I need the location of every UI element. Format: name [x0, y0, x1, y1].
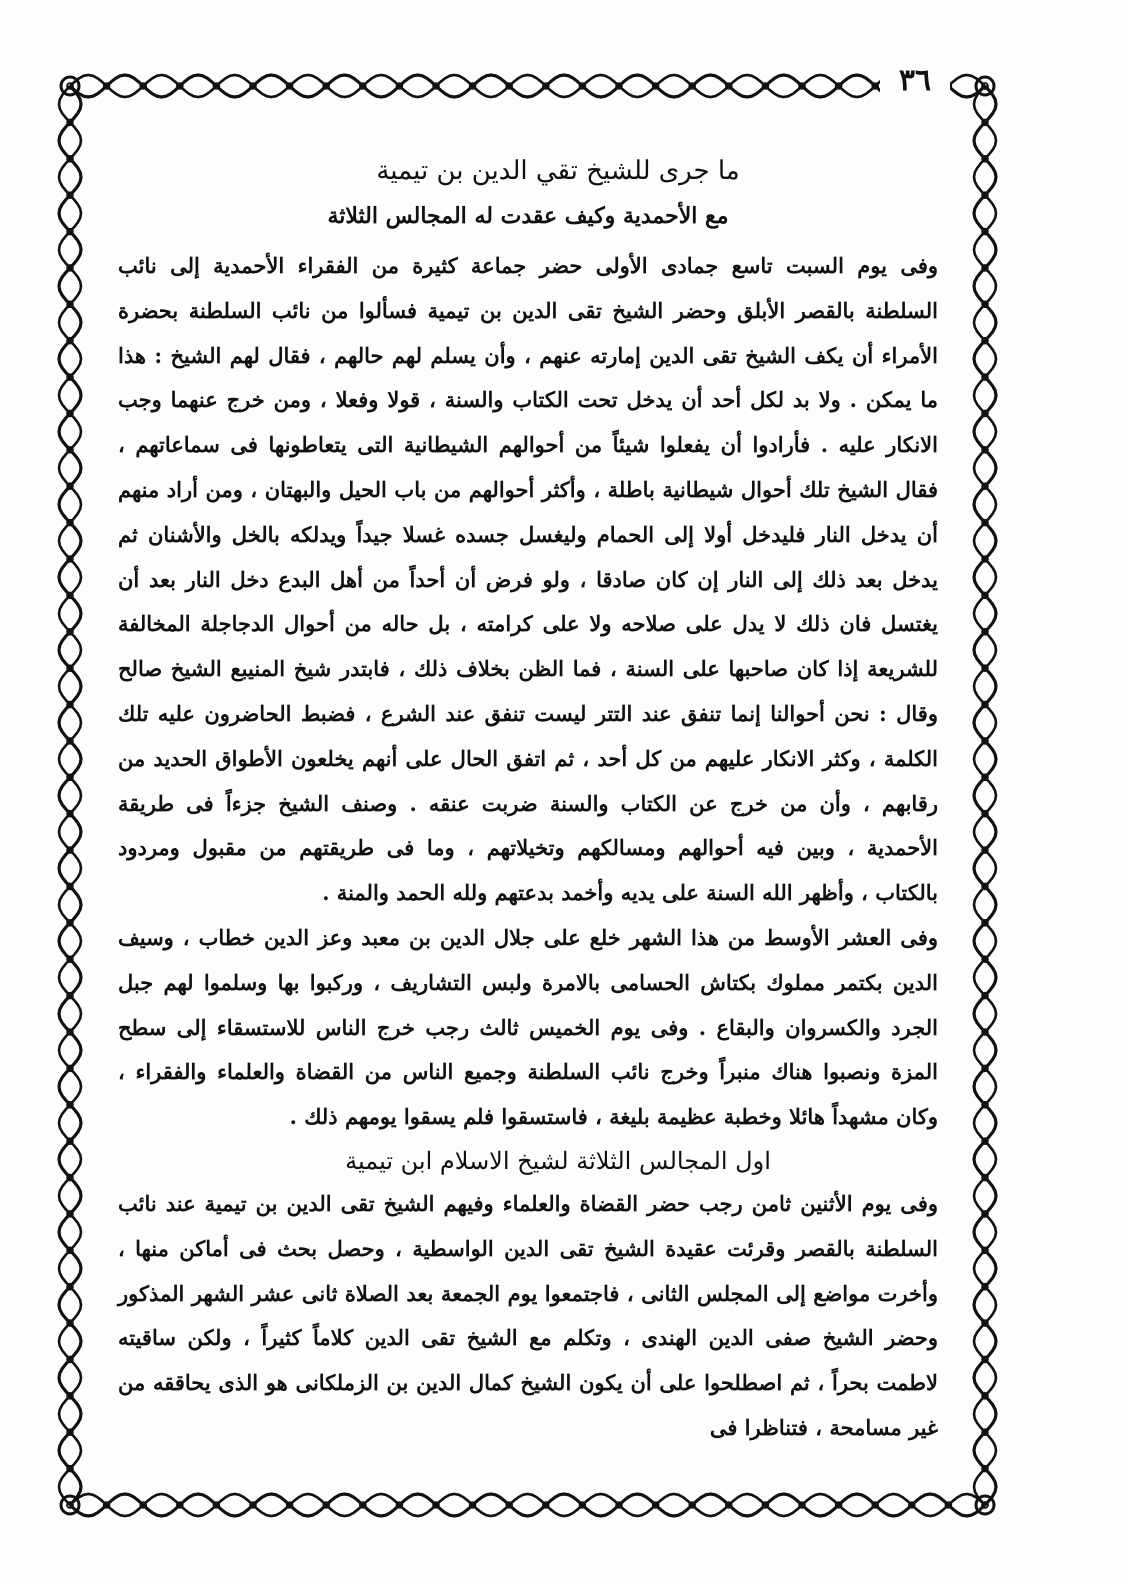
paragraph: وفى يوم الأثنين ثامن رجب حضر القضاة والعلماء وفيهم الشيخ تقى الدين بن تيمية عند نائب السلطنة بالقصر وقرئت عقيدة الشيخ تقى الدين الواسطية ، وحصل بحث فى أماكن منها ، وأخرت مواضع إلى المجلس الثانى ، فاجتمعوا يوم الجمعة بعد الصلاة ثانى عشر الشهر المذكور وحضر الشيخ صفى الدين الهندى ، وتكلم مع الشيخ تقى الدين كلاماً كثيراً ، ولكن ساقيته لاطمت بحراً ، ثم اصطلحوا على أن يكون الشيخ كمال الدين بن الزملكانى هو الذى يحاققه من غير مسامحة ، فتناظرا فى	[118, 1190, 938, 1440]
page-number: ٣٦	[880, 62, 950, 100]
section-heading: اول المجالس الثلاثة لشيخ الاسلام ابن تيمية	[345, 1146, 771, 1175]
chapter-subtitle: مع الأحمدية وكيف عقدت له المجالس الثلاثة	[327, 203, 729, 229]
chapter-title: ما جرى للشيخ تقي الدين بن تيمية	[376, 156, 740, 186]
paragraph: وفى العشر الأوسط من هذا الشهر خلع على جلال الدين بن معبد وعز الدين خطاب ، وسيف الدين بكتمر مملوك بكتاش الحسامى بالامرة ولبس التشاريف ، وركبوا بها وسلموا لهم جبل الجرد والكسروان والبقاع . وفى يوم الخميس ثالث رجب خرج الناس للاستسقاء إلى سطح المزة ونصبوا هناك منبراً وخرج نائب السلطنة وجميع الناس من القضاة والعلماء والفقراء ، وكان مشهداً هائلا وخطبة عظيمة بليغة ، فاستسقوا فلم يسقوا يومهم ذلك .	[118, 924, 938, 1130]
main-text	[118, 152, 938, 1451]
paragraph: وفى يوم السبت تاسع جمادى الأولى حضر جماعة كثيرة من الفقراء الأحمدية إلى نائب السلطنة بالقصر الأبلق وحضر الشيخ تقى الدين بن تيمية فسألوا من نائب السلطنة بحضرة الأمراء أن يكف الشيخ تقى الدين إمارته عنهم ، وأن يسلم لهم حالهم ، فقال لهم الشيخ : هذا ما يمكن . ولا بد لكل أحد أن يدخل تحت الكتاب والسنة ، قولا وفعلا ، ومن خرج عنهما وجب الانكار عليه . فأرادوا أن يفعلوا شيئاً من أحوالهم الشيطانية التى يتعاطونها فى سماعاتهم ، فقال الشيخ تلك أحوال شيطانية باطلة ، وأكثر أحوالهم من باب الحيل والبهتان ، ومن أراد منهم أن يدخل النار فليدخل أولا إلى الحمام وليغسل جسده غسلا جيداً ويدلكه بالخل والأشنان ثم يدخل بعد ذلك إلى النار إن كان صادقا ، ولو فرض أن أحداً من أهل البدع دخل النار بعد أن يغتسل فان ذلك لا يدل على صلاحه ولا على كرامته ، بل حاله من أحوال الدجاجلة المخالفة للشريعة إذا كان صاحبها على السنة ، فما الظن بخلاف ذلك ، فابتدر شيخ المنيبع الشيخ صالح وقال : نحن أحوالنا إنما تنفق عند التتر ليست تنفق عند الشرع ، فضبط الحاضرون عليه تلك الكلمة ، وكثر الانكار عليهم من كل أحد ، ثم اتفق الحال على أنهم يخلعون الأطواق الحديد من رقابهم ، وأن من خرج عن الكتاب والسنة ضربت عنقه . وصنف الشيخ جزءاً فى طريقة الأحمدية ، وبين فيه أحوالهم ومسالكهم وتخيلاتهم ، وما فى طريقتهم من مقبول ومردود بالكتاب ، وأظهر الله السنة على يديه وأخمد بدعتهم ولله الحمد والمنة .	[118, 253, 938, 906]
rope-strand	[974, 86, 996, 1505]
rope-strand	[59, 86, 81, 1505]
rope-strand	[974, 86, 996, 1505]
rope-strand	[59, 86, 81, 1505]
